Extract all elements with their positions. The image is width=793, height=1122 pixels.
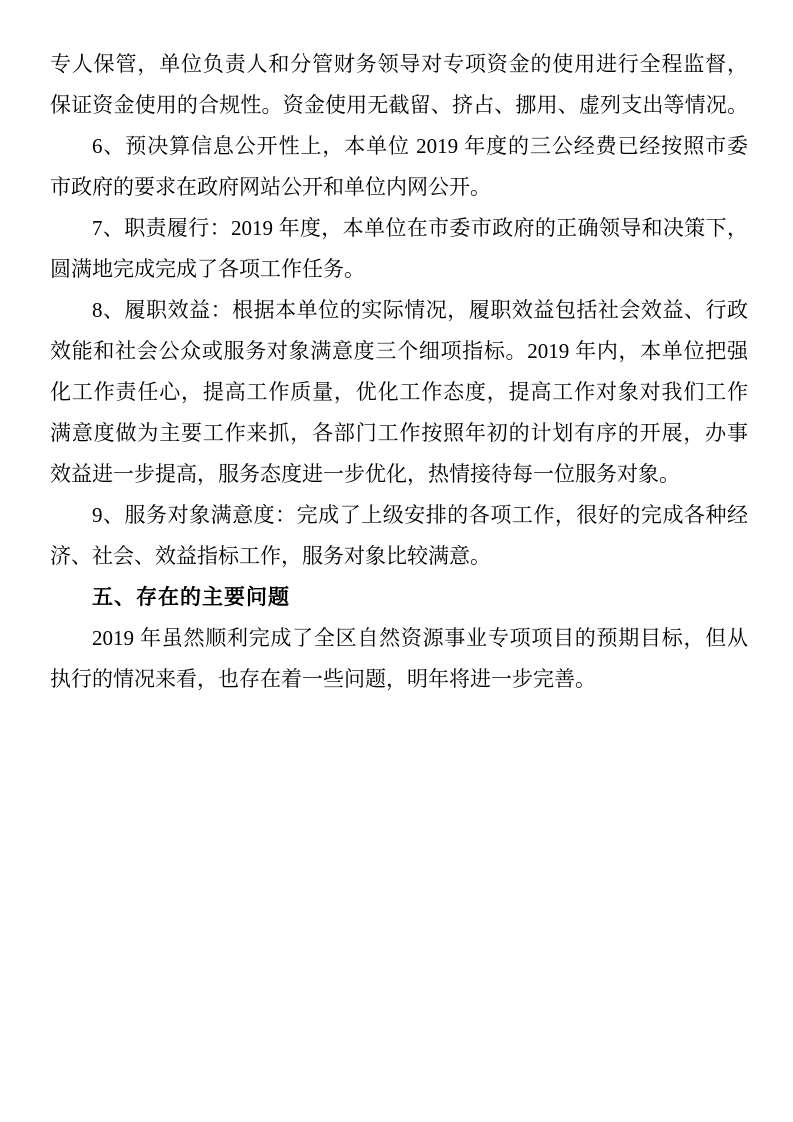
heading-line: 五、存在的主要问题: [92, 586, 290, 609]
text-line: 专人保管，单位负责人和分管财务领导对专项资金的使用进行全程监督，: [50, 52, 748, 76]
text-line: 保证资金使用的合规性。资金使用无截留、挤占、挪用、虚列支出等情况。: [50, 93, 748, 117]
para-8-performance-benefits: [50, 290, 748, 495]
para-7-duty-performance: [50, 208, 748, 290]
text-line: 济、社会、效益指标工作，服务对象比较满意。: [50, 544, 491, 568]
text-line: 9、服务对象满意度：完成了上级安排的各项工作，很好的完成各种经: [92, 503, 748, 527]
para-6-budget-info-disclosure: [50, 126, 748, 208]
text-line: 满意度做为主要工作来抓，各部门工作按照年初的计划有序的开展，办事: [50, 421, 748, 445]
text-line: 7、职责履行：2019 年度，本单位在市委市政府的正确领导和决策下，: [92, 216, 748, 240]
text-line: 化工作责任心，提高工作质量，优化工作态度，提高工作对象对我们工作: [50, 380, 748, 404]
text-line: 执行的情况来看，也存在着一些问题，明年将进一步完善。: [50, 667, 596, 691]
heading-section-5-main-problems: [50, 577, 748, 618]
text-line: 2019 年虽然顺利完成了全区自然资源事业专项项目的预期目标，但从: [92, 626, 748, 650]
para-funds-supervision-continuation: [50, 44, 748, 126]
para-2019-goals-and-issues: [50, 618, 748, 700]
text-line: 圆满地完成完成了各项工作任务。: [50, 257, 365, 281]
text-line: 8、履职效益：根据本单位的实际情况，履职效益包括社会效益、行政: [92, 298, 748, 322]
para-9-service-target-satisfaction: [50, 495, 748, 577]
text-line: 效益进一步提高，服务态度进一步优化，热情接待每一位服务对象。: [50, 462, 680, 486]
text-line: 效能和社会公众或服务对象满意度三个细项指标。2019 年内，本单位把强: [50, 339, 748, 363]
text-line: 市政府的要求在政府网站公开和单位内网公开。: [50, 175, 491, 199]
text-line: 6、预决算信息公开性上，本单位 2019 年度的三公经费已经按照市委: [92, 134, 748, 158]
